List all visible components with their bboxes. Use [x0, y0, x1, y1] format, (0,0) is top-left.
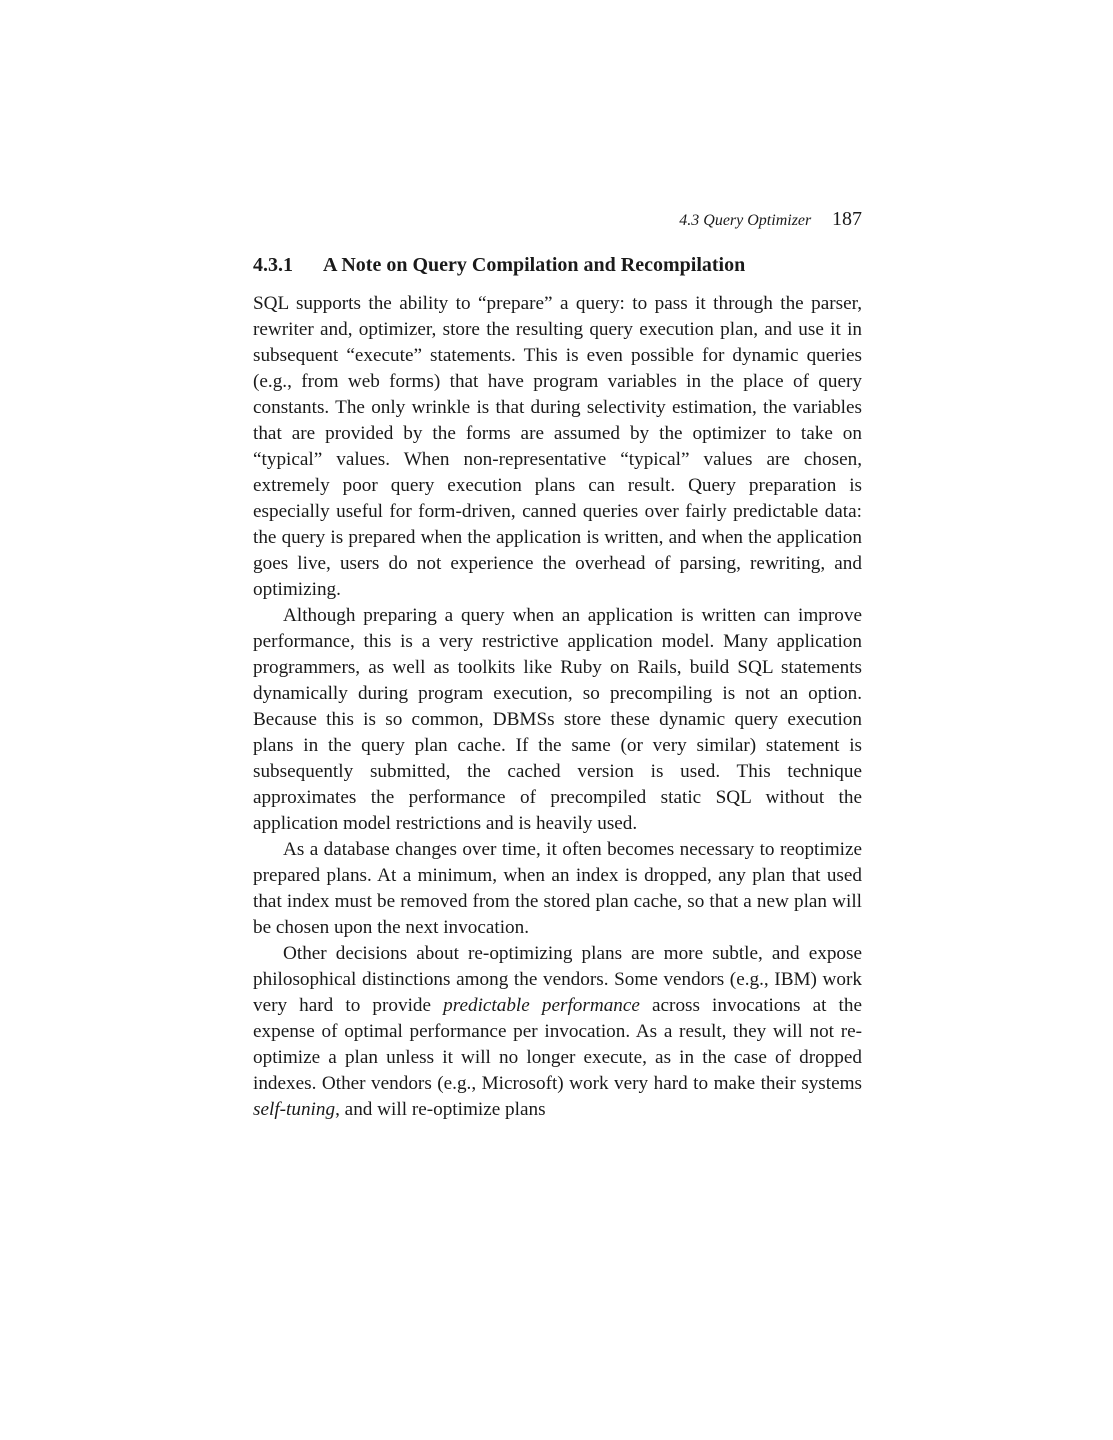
emphasis-predictable-performance: predictable performance	[443, 995, 640, 1016]
paragraph-1: SQL supports the ability to “prepare” a query: to pass it through the parser, rewriter and, optimizer, store the resulting query execution plan, and use it in subsequent “execute” statements. This is even possible for dynamic queries (e.g., from web forms) that have program variables in the place of query constants. The only wrinkle is that during selectivity estimation, the variables that are provided by the forms are assumed by the optimizer to take on “typical” values. When non-representative “typical” values are chosen, extremely poor query execution plans can result. Query preparation is especially useful for form-driven, canned queries over fairly predictable data: the query is prepared when the application is written, and when the application goes live, users do not experience the overhead of parsing, rewriting, and optimizing.	[253, 293, 862, 600]
running-header	[253, 206, 862, 234]
page-number: 187	[832, 208, 862, 230]
paragraph-4-text-1: Other decisions about re-optimizing plans are more subtle, and expose philosophical distinctions among the vendors. Some vendors (e.g., IBM) work very hard to provide	[253, 943, 862, 1016]
paragraph-4-text-3: , and will re-optimize plans	[335, 1099, 546, 1120]
paragraph-4	[253, 941, 862, 1123]
body-text	[253, 291, 862, 1123]
paragraph-2: Although preparing a query when an application is written can improve performance, this is a very restrictive application model. Many application programmers, as well as toolkits like Ruby on Rails, build SQL statements dynamically during program execution, so precompiling is not an option. Because this is so common, DBMSs store these dynamic query execution plans in the query plan cache. If the same (or very similar) statement is subsequently submitted, the cached version is used. This technique approximates the performance of precompiled static SQL without the application model restrictions and is heavily used.	[253, 605, 862, 834]
section-heading	[253, 252, 862, 278]
paragraph-4-text-2: across invocations at the expense of optimal performance per invocation. As a result, they will not re-optimize a plan unless it will no longer execute, as in the case of dropped indexes. Other vendors (e.g., Microsoft) work very hard to make their systems	[253, 995, 862, 1094]
emphasis-self-tuning: self-tuning	[253, 1099, 336, 1120]
section-title: A Note on Query Compilation and Recompilation	[323, 254, 746, 276]
paragraph-3: As a database changes over time, it often becomes necessary to reoptimize prepared plans. At a minimum, when an index is dropped, any plan that used that index must be removed from the stored plan cache, so that a new plan will be chosen upon the next invocation.	[253, 839, 862, 938]
running-title: 4.3 Query Optimizer	[679, 212, 812, 229]
section-number: 4.3.1	[253, 254, 293, 276]
